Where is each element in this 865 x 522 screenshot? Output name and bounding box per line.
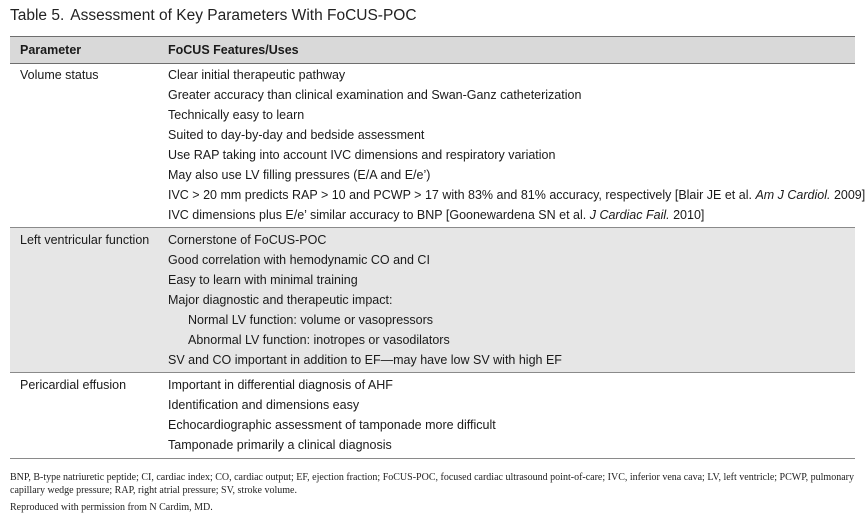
parameter-cell: Pericardial effusion [20, 378, 127, 392]
feature-item: Technically easy to learn [168, 108, 305, 122]
sub-feature-item: Normal LV function: volume or vasopressors [188, 313, 434, 327]
table-footnote: BNP, B-type natriuretic peptide; CI, cardiac index; CO, cardiac output; EF, ejection fraction; FoCUS-POC, focused cardiac ultrasound point-of-care; IVC, inferior vena cava; LV, left ventricle; PCWP, pulmonary capillary wedge pressure; RAP, right atrial pressure; SV, stroke volume. [10, 472, 854, 496]
feature-item: Identification and dimensions easy [168, 398, 360, 412]
row-pericardial-effusion [10, 373, 855, 459]
feature-item: Cornerstone of FoCUS-POC [168, 233, 327, 247]
reproduction-note: Reproduced with permission from N Cardim, MD. [10, 502, 213, 513]
reference-text: IVC > 20 mm predicts RAP > 10 and PCWP > 17 with 83% and 81% accuracy, respectively [Blair JE et al. [168, 188, 756, 202]
feature-item: Greater accuracy than clinical examination and Swan-Ganz catheterization [168, 88, 582, 102]
table-header [10, 36, 855, 64]
feature-item: Clear initial therapeutic pathway [168, 68, 346, 82]
reference-year: 2010] [669, 208, 705, 222]
reference-year: 2009] [830, 188, 865, 202]
parameter-cell: Left ventricular function [20, 233, 150, 247]
header-parameter: Parameter [20, 43, 82, 57]
feature-item: Use RAP taking into account IVC dimensions and respiratory variation [168, 148, 556, 162]
reference-text: IVC dimensions plus E/e’ similar accuracy to BNP [Goonewardena SN et al. [168, 208, 590, 222]
feature-item: SV and CO important in addition to EF—may have low SV with high EF [168, 353, 562, 367]
feature-item-reference [168, 208, 865, 228]
feature-item: Important in differential diagnosis of AHF [168, 378, 393, 392]
row-left-ventricular-function [10, 228, 855, 373]
feature-item: Tamponade primarily a clinical diagnosis [168, 438, 392, 452]
feature-item: Suited to day-by-day and bedside assessment [168, 128, 425, 142]
features-cell [168, 233, 562, 373]
journal-name: Am J Cardiol. [755, 188, 831, 202]
feature-item-reference [168, 188, 865, 208]
features-cell [168, 378, 496, 458]
feature-item: May also use LV filling pressures (E/A and E/e’) [168, 168, 431, 182]
header-features: FoCUS Features/Uses [168, 43, 299, 57]
feature-item: Easy to learn with minimal training [168, 273, 358, 287]
sub-feature-item: Abnormal LV function: inotropes or vasodilators [188, 333, 450, 347]
features-cell [168, 68, 865, 228]
row-volume-status [10, 63, 865, 228]
parameter-cell: Volume status [20, 68, 99, 82]
table-title-text: Assessment of Key Parameters With FoCUS-POC [70, 7, 417, 24]
feature-item: Echocardiographic assessment of tamponade more difficult [168, 418, 496, 432]
journal-name: J Cardiac Fail. [589, 208, 670, 222]
feature-item: Good correlation with hemodynamic CO and CI [168, 253, 430, 267]
table-title [10, 7, 417, 25]
feature-item: Major diagnostic and therapeutic impact: [168, 293, 393, 307]
table-number: Table 5. [10, 7, 65, 24]
